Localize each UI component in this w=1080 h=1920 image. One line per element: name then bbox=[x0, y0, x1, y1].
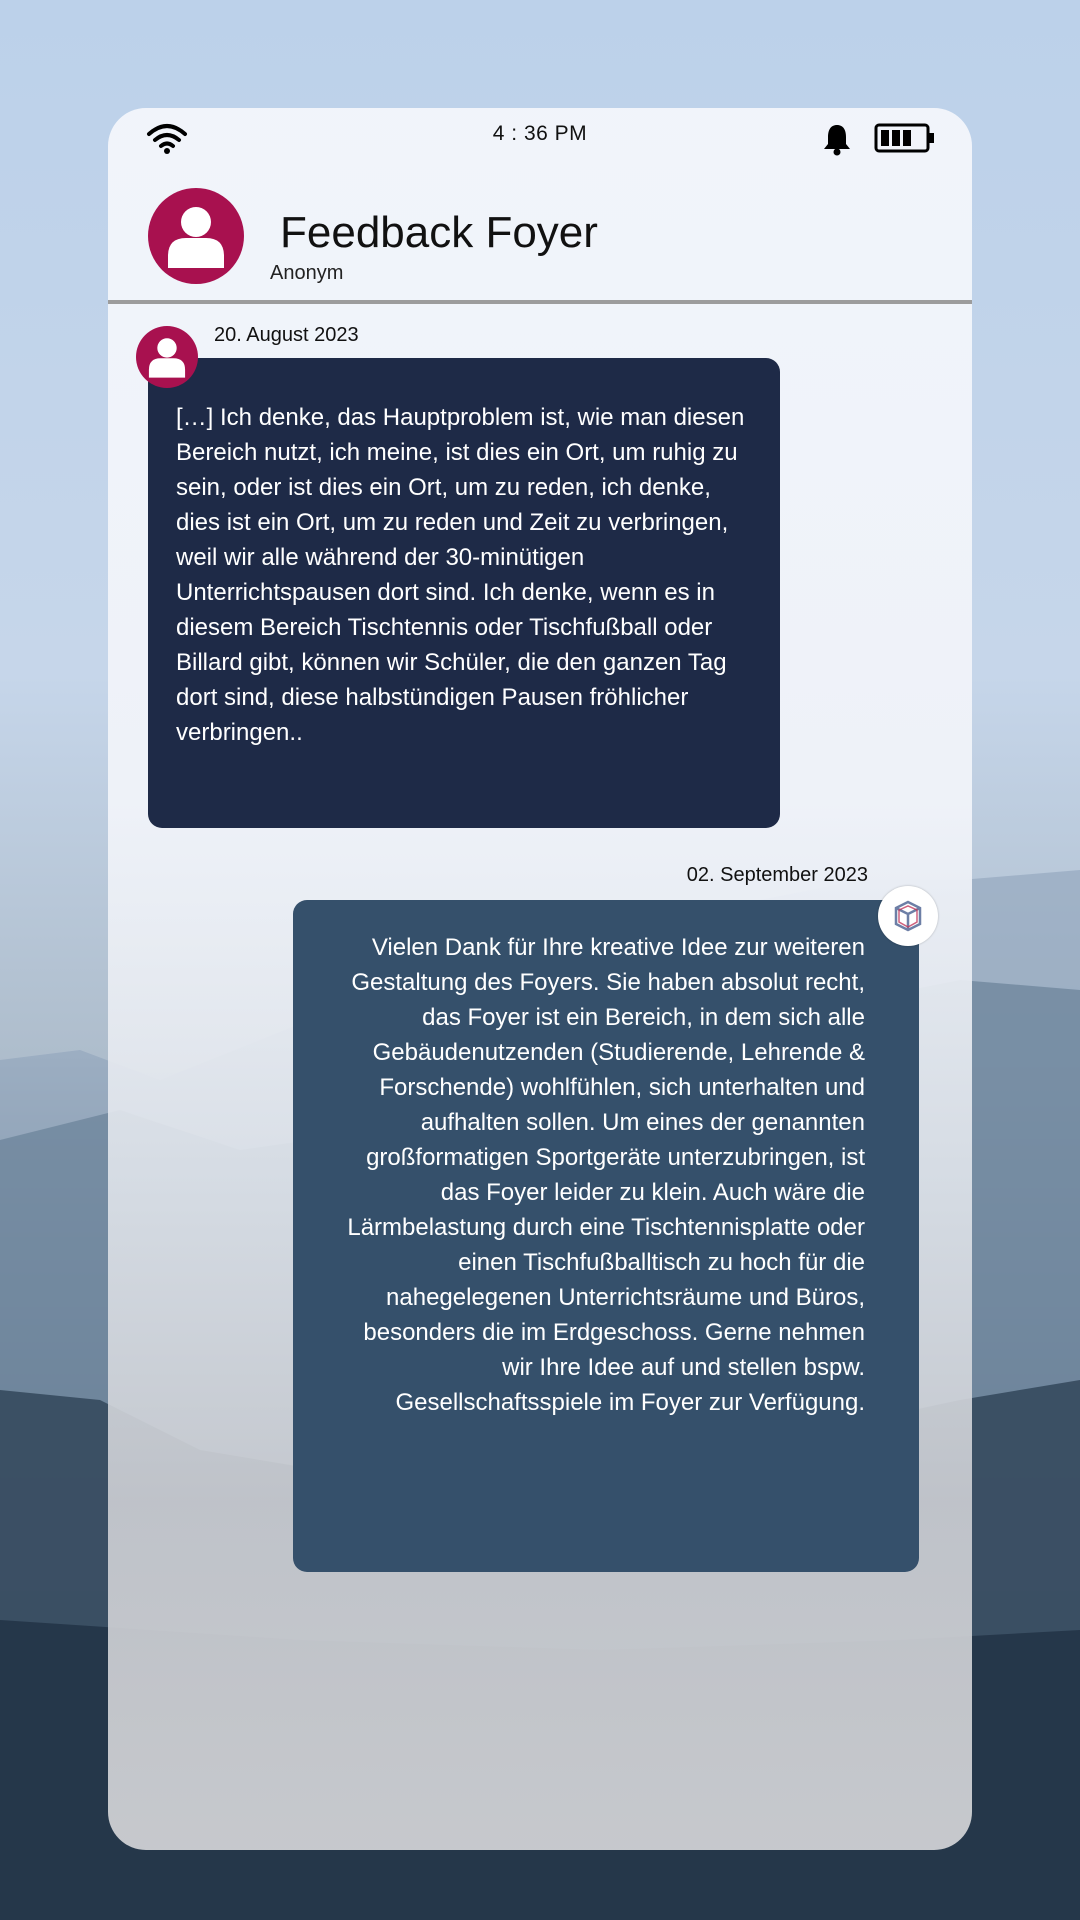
chat-header bbox=[108, 178, 972, 306]
message-bubble-reply[interactable]: Vielen Dank für Ihre kreative Idee zur weiteren Gestaltung des Foyers. Sie haben absolut recht, das Foyer ist ein Bereich, in dem sich alle Gebäudenutzenden (Studierende, Lehrende & Forschende) wohlfühlen, sich unterhalten und aufhalten sollen. Um eines der genannten großformatigen Sportgeräte unterzubringen, ist das Foyer leider zu klein. Auch wäre die Lärmbelastung durch eine Tischtennisplatte oder einen Tischfußballtisch zu hoch für die nahegelegenen Unterrichtsräume und Büros, besonders die im Erdgeschoss. Gerne nehmen wir Ihre Idee auf und stellen bspw. Gesellschaftsspiele im Foyer zur Verfügung. bbox=[293, 900, 919, 1572]
avatar[interactable] bbox=[148, 188, 244, 284]
bell-icon[interactable] bbox=[822, 122, 852, 156]
phone-frame bbox=[108, 108, 972, 1850]
status-time: 4 : 36 PM bbox=[492, 122, 588, 145]
message-bubble-incoming[interactable]: […] Ich denke, das Hauptproblem ist, wie man diesen Bereich nutzt, ich meine, ist dies ein Ort, um ruhig zu sein, oder ist dies ein Ort, um zu reden, ich denke, dies ist ein Ort, um zu reden und Zeit zu verbringen, weil wir alle während der 30-minütigen Unterrichtspausen dort sind. Ich denke, wenn es in diesem Bereich Tischtennis oder Tischfußball oder Billard gibt, können wir Schüler, die den ganzen Tag dort sind, diese halbstündigen Pausen fröhlicher verbringen.. bbox=[148, 358, 780, 828]
header-divider bbox=[108, 300, 972, 304]
wifi-icon bbox=[146, 122, 188, 156]
page-title: Feedback Foyer bbox=[280, 208, 598, 257]
institution-avatar[interactable] bbox=[878, 886, 938, 946]
page-subtitle: Anonym bbox=[270, 262, 344, 284]
reply-date: 02. September 2023 bbox=[686, 864, 868, 886]
cube-logo-icon bbox=[888, 896, 928, 936]
user-icon bbox=[148, 188, 244, 284]
status-bar bbox=[108, 108, 972, 168]
user-icon bbox=[136, 326, 198, 388]
message-date: 20. August 2023 bbox=[214, 324, 359, 346]
battery-icon bbox=[874, 122, 936, 154]
sender-avatar[interactable] bbox=[136, 326, 198, 388]
